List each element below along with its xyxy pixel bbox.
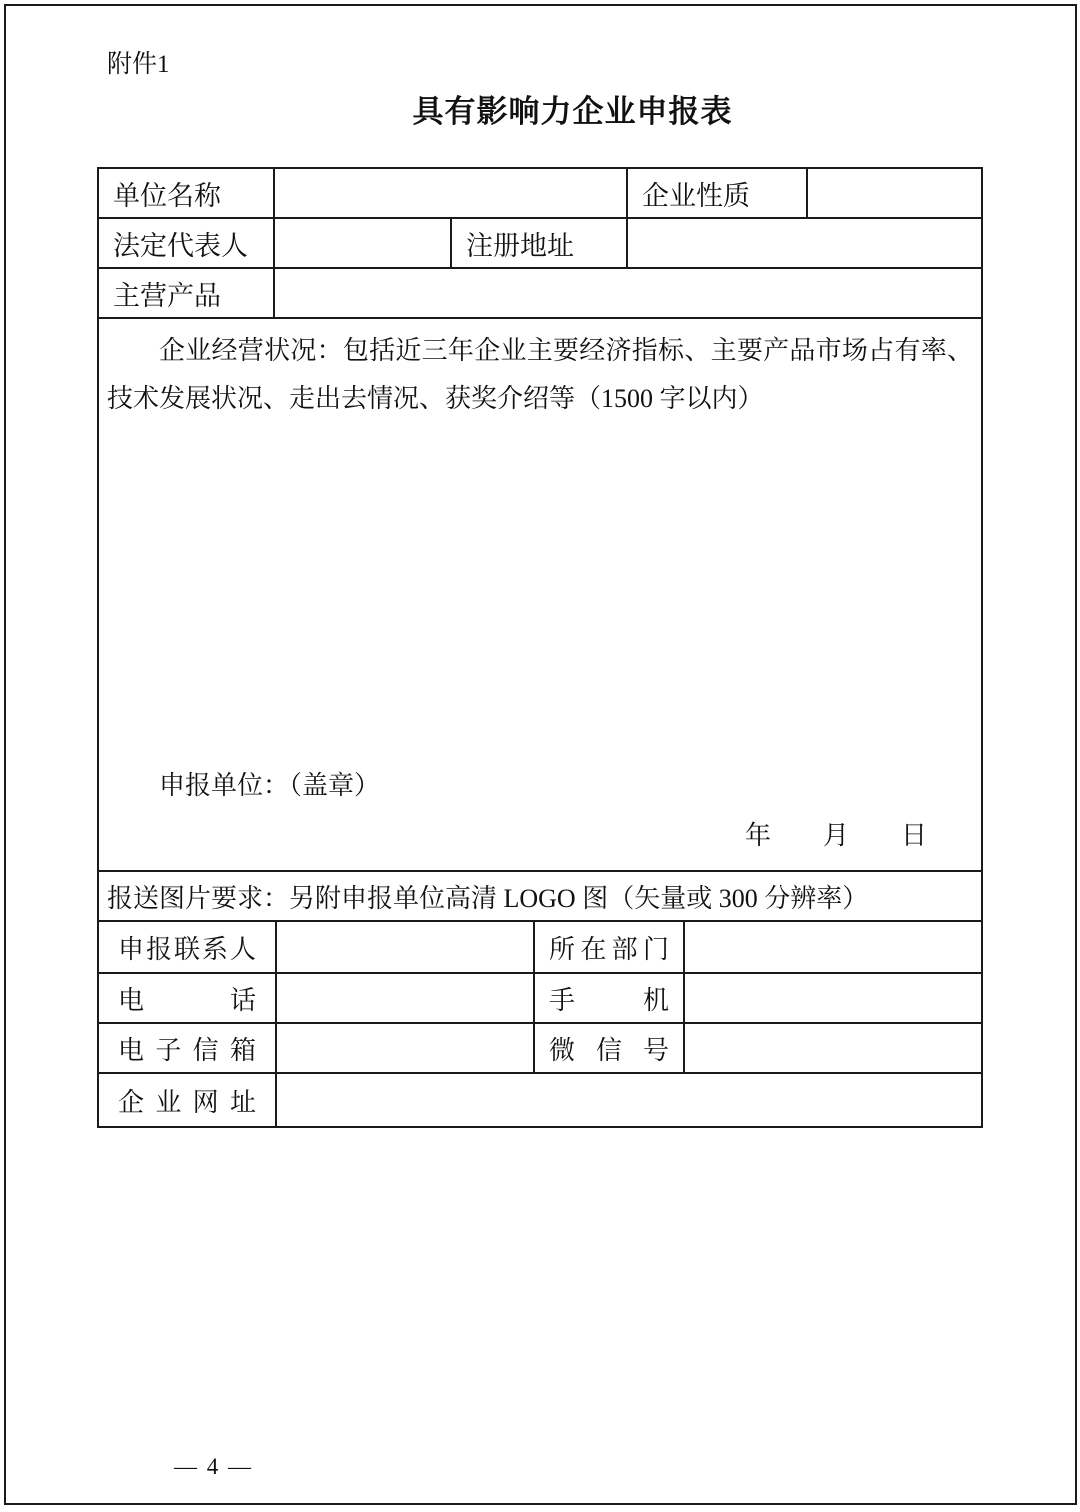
phone-label: 电话 — [118, 985, 256, 1015]
email-value-cell — [277, 1024, 535, 1074]
wechat-value-cell — [685, 1024, 981, 1074]
legal-representative-label-cell — [99, 219, 275, 269]
date-line: 年 月 日 — [744, 821, 927, 850]
attachment-label: 附件1 — [107, 51, 170, 78]
wechat-label: 微信号 — [549, 1035, 669, 1065]
unit-name-label-cell — [99, 169, 275, 219]
contact-section — [99, 922, 981, 1126]
phone-value-cell — [277, 974, 535, 1024]
mobile-value-cell — [685, 974, 981, 1024]
website-label-cell — [99, 1074, 277, 1126]
main-products-label-cell — [99, 269, 275, 319]
email-label: 电子信箱 — [118, 1035, 256, 1065]
main-products-value-cell — [275, 269, 981, 319]
enterprise-nature-label-cell — [628, 169, 808, 219]
contact-person-value-cell — [277, 922, 535, 974]
contact-person-label: 申报联系人 — [118, 934, 256, 964]
email-label-cell — [99, 1024, 277, 1074]
website-label: 企业网址 — [118, 1087, 256, 1117]
phone-label-cell — [99, 974, 277, 1024]
form-header-section — [99, 169, 981, 319]
document-page — [4, 4, 1077, 1505]
page-number: — 4 — — [174, 1454, 253, 1479]
department-value-cell — [685, 922, 981, 974]
enterprise-nature-value-cell — [808, 169, 981, 219]
website-value-cell — [277, 1074, 981, 1126]
mobile-label-cell — [535, 974, 685, 1024]
form-title: 具有影响力企业申报表 — [412, 94, 733, 129]
legal-representative-label: 法定代表人 — [113, 230, 248, 261]
unit-name-label: 单位名称 — [113, 180, 221, 211]
image-requirement-row — [99, 872, 981, 922]
contact-person-label-cell — [99, 922, 277, 974]
enterprise-nature-label: 企业性质 — [642, 180, 750, 211]
mobile-label: 手机 — [549, 985, 669, 1015]
application-form-table — [97, 167, 983, 1128]
declaring-unit-seal-line: 申报单位：（盖章） — [159, 771, 381, 800]
unit-name-value-cell — [275, 169, 628, 219]
registered-address-value-cell — [628, 219, 981, 269]
business-status-cell — [99, 319, 981, 872]
registered-address-label-cell — [452, 219, 628, 269]
business-status-instructions: 企业经营状况：包括近三年企业主要经济指标、主要产品市场占有率、技术发展状况、走出去情况、获奖介绍等（1500 字以内） — [107, 336, 973, 413]
registered-address-label: 注册地址 — [466, 230, 574, 261]
main-products-label: 主营产品 — [113, 280, 221, 311]
business-status-blank-area — [107, 423, 973, 766]
image-requirement-text: 报送图片要求：另附申报单位高清 LOGO 图（矢量或 300 分辨率） — [107, 883, 869, 913]
department-label: 所在部门 — [549, 934, 669, 964]
department-label-cell — [535, 922, 685, 974]
legal-representative-value-cell — [275, 219, 452, 269]
wechat-label-cell — [535, 1024, 685, 1074]
